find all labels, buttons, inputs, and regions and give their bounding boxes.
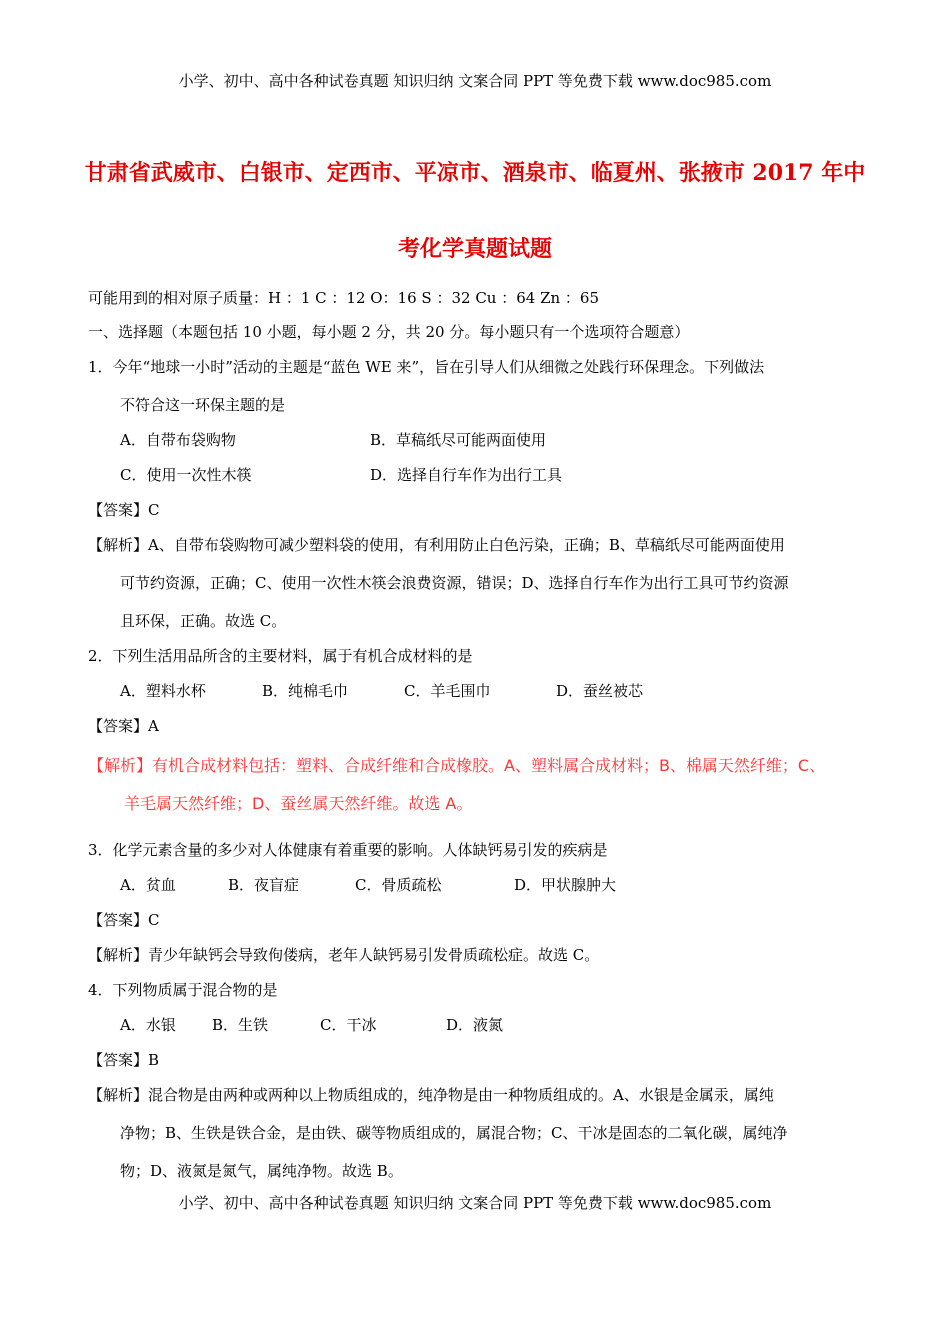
q4-explanation-cont: 净物；B、生铁是铁合金，是由铁、碳等物质组成的，属混合物；C、干冰是固态的二氧化碳，属纯净 bbox=[120, 1124, 788, 1142]
q1-option-b: B．草稿纸尽可能两面使用 bbox=[370, 431, 547, 449]
q2-explanation: 【解析】有机合成材料包括：塑料、合成纤维和合成橡胶。A、塑料属合成材料；B、棉属天然纤维；C、 bbox=[88, 756, 826, 775]
q4-option-d: D．液氮 bbox=[446, 1016, 504, 1034]
q4-stem: 4．下列物质属于混合物的是 bbox=[88, 981, 278, 999]
q3-option-c: C．骨质疏松 bbox=[355, 876, 442, 894]
q1-option-c: C．使用一次性木筷 bbox=[120, 466, 252, 484]
q3-option-d: D．甲状腺肿大 bbox=[514, 876, 617, 894]
q3-stem: 3．化学元素含量的多少对人体健康有着重要的影响。人体缺钙易引发的疾病是 bbox=[88, 841, 608, 859]
q3-option-b: B．夜盲症 bbox=[228, 876, 300, 894]
q3-option-a: A．贫血 bbox=[120, 876, 176, 894]
q3-explanation: 【解析】青少年缺钙会导致佝偻病，老年人缺钙易引发骨质疏松症。故选 C。 bbox=[88, 946, 600, 964]
q2-option-a: A．塑料水杯 bbox=[120, 682, 206, 700]
q2-option-c: C．羊毛围巾 bbox=[404, 682, 491, 700]
q4-option-a: A．水银 bbox=[120, 1016, 176, 1034]
q4-option-c: C．干冰 bbox=[320, 1016, 377, 1034]
q1-option-d: D．选择自行车作为出行工具 bbox=[370, 466, 563, 484]
q1-stem: 1．今年“地球一小时”活动的主题是“蓝色 WE 来”，旨在引导人们从细微之处践行环保理念。下列做法 bbox=[88, 358, 765, 376]
atomic-mass-note: 可能用到的相对原子质量：H ：1 C ：12 O：16 S ：32 Cu ：64 Zn ：65 bbox=[88, 289, 600, 307]
page-footer: 小学、初中、高中各种试卷真题 知识归纳 文案合同 PPT 等免费下载 www.doc985.com bbox=[178, 1194, 772, 1212]
q1-answer: 【答案】C bbox=[88, 501, 160, 519]
q3-answer: 【答案】C bbox=[88, 911, 160, 929]
q2-answer: 【答案】A bbox=[88, 717, 159, 735]
q4-answer: 【答案】B bbox=[88, 1051, 160, 1069]
q1-explanation-end: 且环保，正确。故选 C。 bbox=[120, 612, 287, 630]
q4-option-b: B．生铁 bbox=[212, 1016, 269, 1034]
q4-explanation: 【解析】混合物是由两种或两种以上物质组成的，纯净物是由一种物质组成的。A、水银是金属汞，属纯 bbox=[88, 1086, 774, 1104]
page-header: 小学、初中、高中各种试卷真题 知识归纳 文案合同 PPT 等免费下载 www.doc985.com bbox=[178, 72, 772, 90]
q1-explanation-cont: 可节约资源，正确；C、使用一次性木筷会浪费资源，错误；D、选择自行车作为出行工具可节约资源 bbox=[120, 574, 789, 592]
q2-option-b: B．纯棉毛巾 bbox=[262, 682, 349, 700]
section-heading: 一、选择题（本题包括 10 小题，每小题 2 分，共 20 分。每小题只有一个选项符合题意） bbox=[88, 323, 690, 341]
q2-explanation-cont: 羊毛属天然纤维；D、蚕丝属天然纤维。故选 A。 bbox=[124, 794, 473, 813]
q1-explanation: 【解析】A、自带布袋购物可减少塑料袋的使用，有利用防止白色污染，正确；B、草稿纸尽可能两面使用 bbox=[88, 536, 785, 554]
page-title-line1: 甘肃省武威市、白银市、定西市、平凉市、酒泉市、临夏州、张掖市 2017 年中 bbox=[84, 160, 866, 186]
q1-stem-cont: 不符合这一环保主题的是 bbox=[120, 396, 286, 414]
page-title-line2: 考化学真题试题 bbox=[397, 236, 552, 262]
q1-option-a: A．自带布袋购物 bbox=[120, 431, 236, 449]
q4-explanation-end: 物；D、液氮是氮气，属纯净物。故选 B。 bbox=[120, 1162, 403, 1180]
q2-option-d: D．蚕丝被芯 bbox=[556, 682, 644, 700]
q2-stem: 2．下列生活用品所含的主要材料，属于有机合成材料的是 bbox=[88, 647, 473, 665]
